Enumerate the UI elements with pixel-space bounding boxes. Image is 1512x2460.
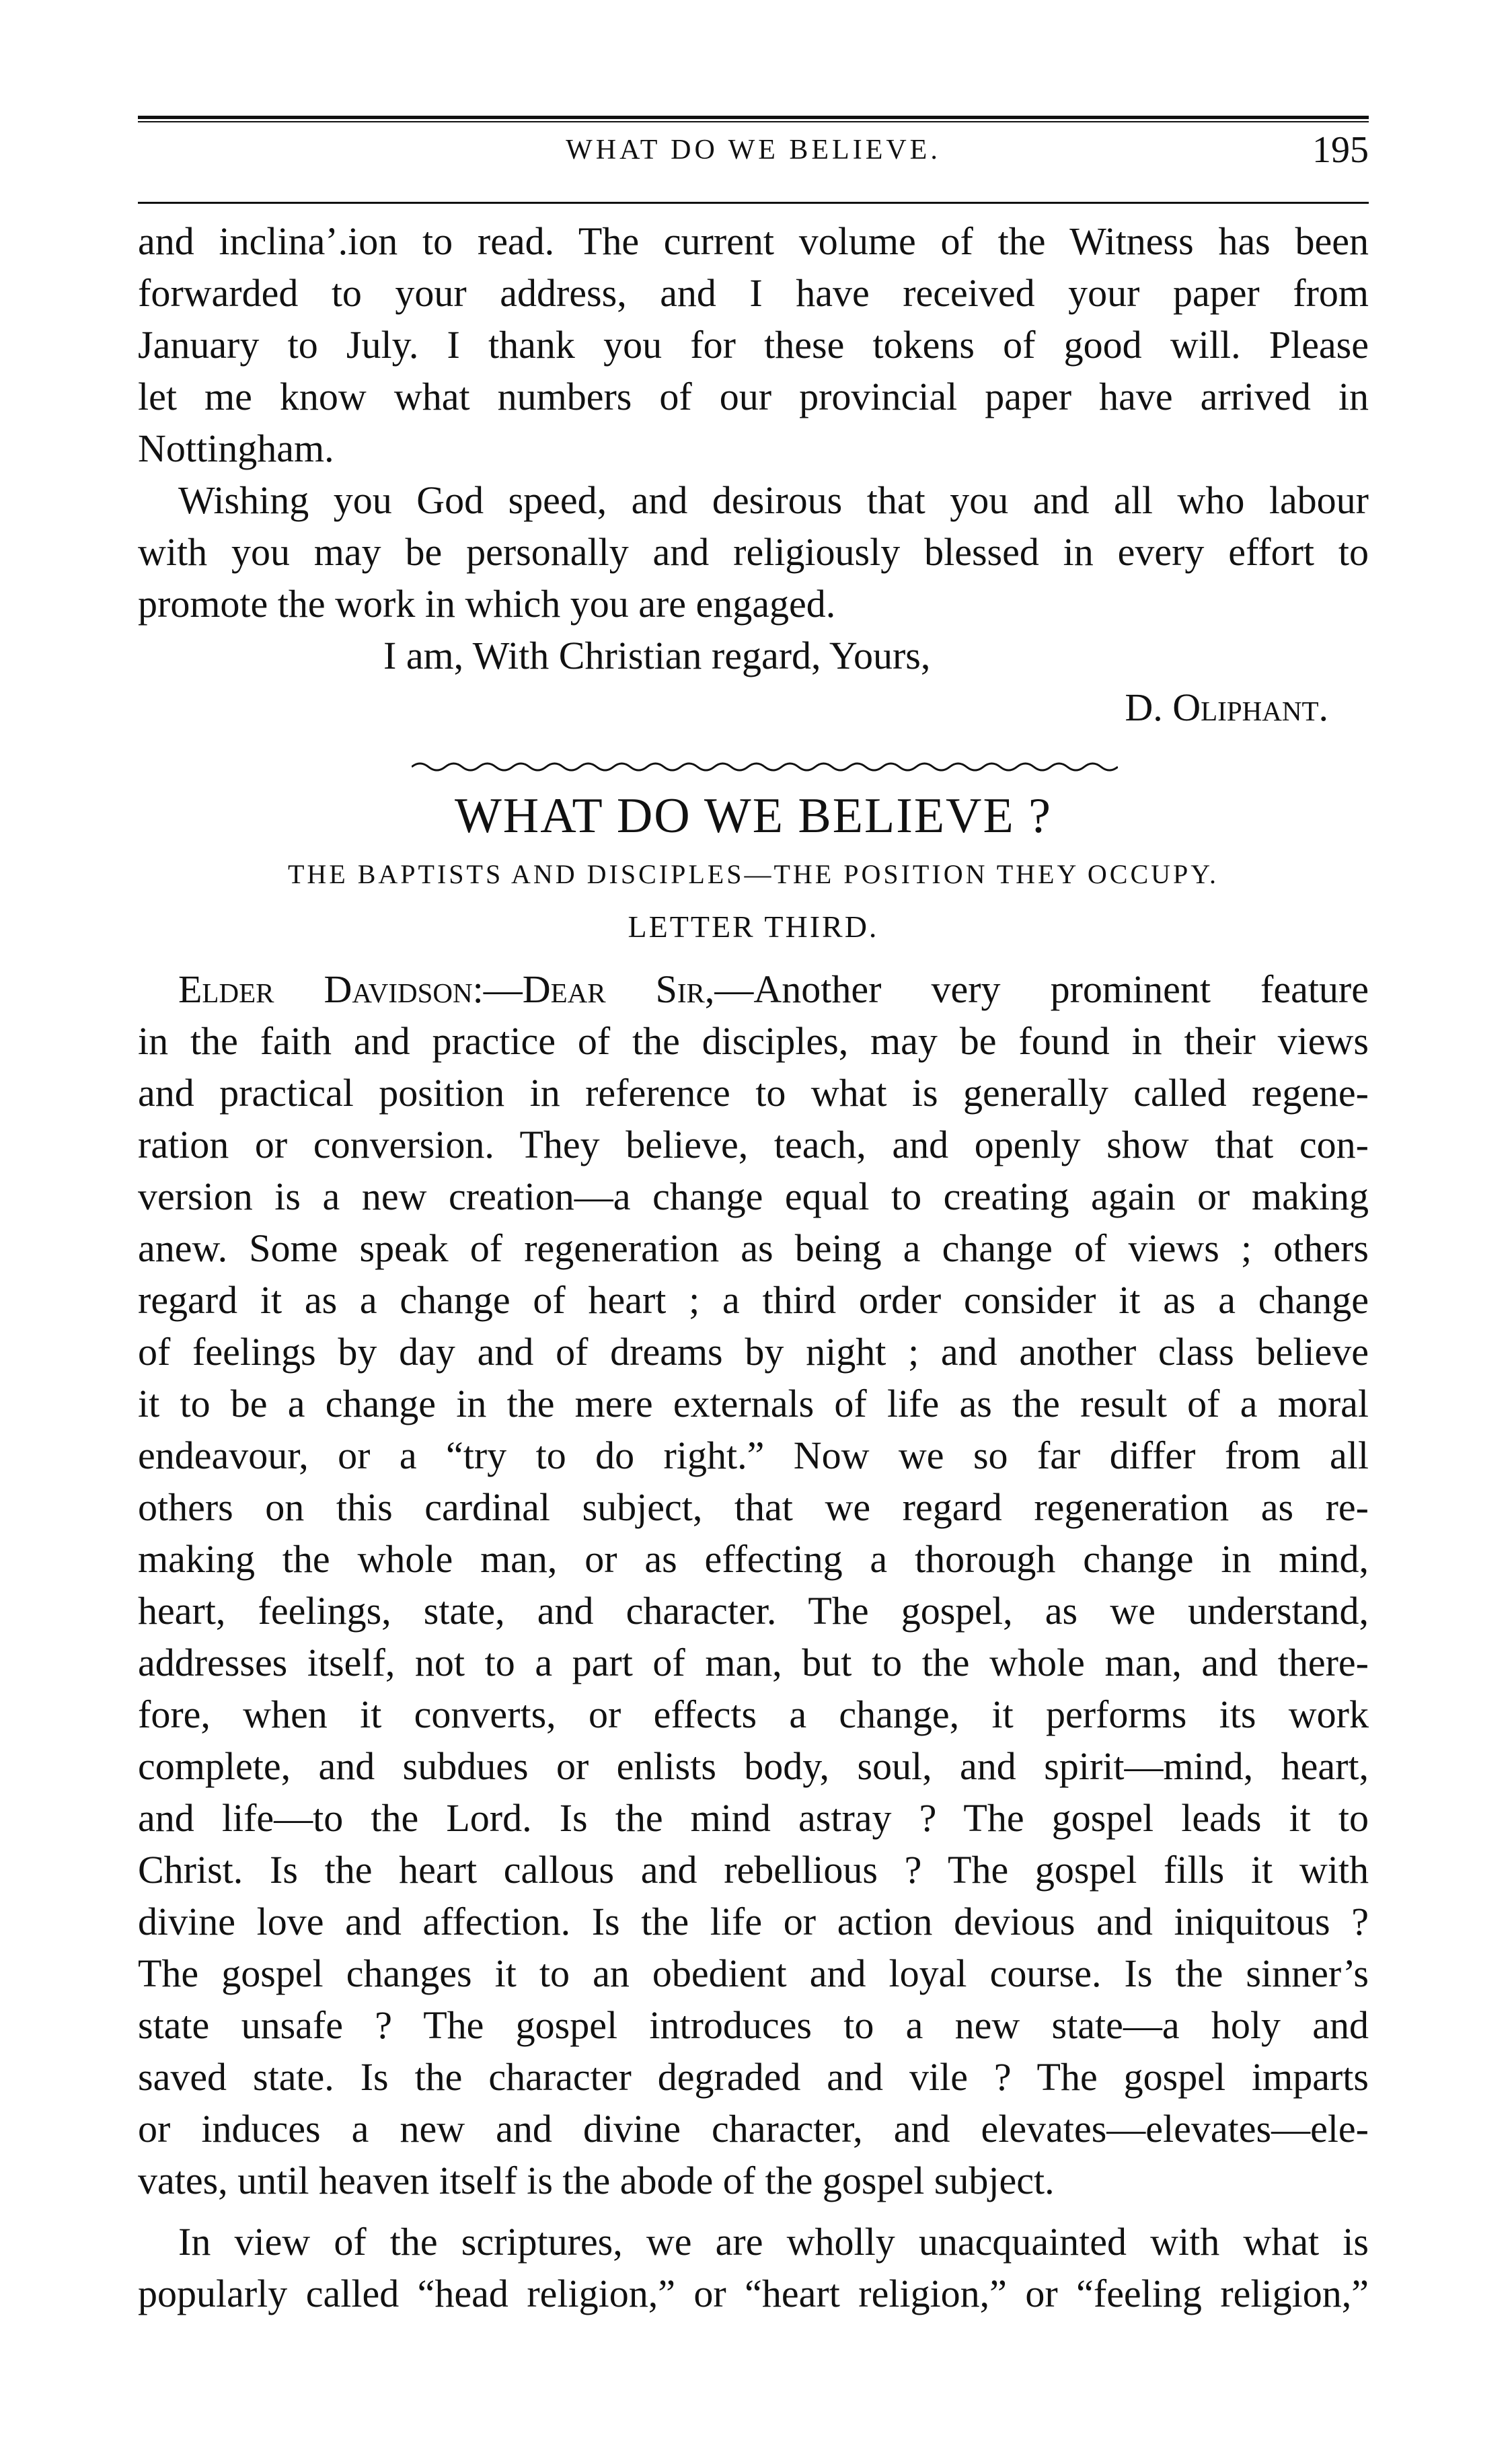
page-number: 195 <box>1312 129 1369 171</box>
text-line: fore, when it converts, or effects a change, it performs its work <box>138 1692 1369 1736</box>
text-run: Another very prominent feature <box>753 967 1369 1011</box>
text-line: January to July. I thank you for these tokens of good will. Please <box>138 323 1369 367</box>
text-line: with you may be personally and religiously blessed in every effort to <box>138 530 1369 574</box>
text-line: version is a new creation—a change equal to creating again or making <box>138 1175 1369 1218</box>
article-body <box>138 963 1369 2319</box>
text-line: endeavour, or a “try to do right.” Now we so far differ from all <box>138 1433 1369 1477</box>
text-line: in the faith and practice of the disciples, may be found in their views <box>138 1019 1369 1063</box>
text-line: of feelings by day and of dreams by night ; and another class believe <box>138 1330 1369 1374</box>
text-line: regard it as a change of heart ; a third order consider it as a change <box>138 1278 1369 1322</box>
text-line <box>138 963 1369 1015</box>
text-line: or induces a new and divine character, and elevates—elevates—ele- <box>138 2107 1369 2151</box>
text-line: forwarded to your address, and I have received your paper from <box>138 271 1369 315</box>
top-rule-thick <box>138 116 1369 119</box>
article-title: WHAT DO WE BELIEVE ? <box>454 788 1053 844</box>
greeting: Elder Davidson:—Dear Sir,— <box>178 967 754 1011</box>
text-line: saved state. Is the character degraded and vile ? The gospel imparts <box>138 2055 1369 2099</box>
text-line: divine love and affection. Is the life or action devious and iniquitous ? <box>138 1900 1369 1943</box>
signature: D. Oliphant. <box>1125 685 1328 729</box>
previous-letter-close <box>138 215 1369 733</box>
text-line: Wishing you God speed, and desirous that you and all who labour <box>178 478 1369 522</box>
text-line: and inclina’.ion to read. The current volume of the Witness has been <box>138 219 1369 263</box>
page-header <box>138 126 1369 174</box>
text-line: Christ. Is the heart callous and rebellious ? The gospel fills it with <box>138 1848 1369 1892</box>
letter-heading: LETTER THIRD. <box>628 909 879 944</box>
text-line: others on this cardinal subject, that we regard regeneration as re- <box>138 1485 1369 1529</box>
text-line: addresses itself, not to a part of man, but to the whole man, and there- <box>138 1641 1369 1684</box>
text-line: and life—to the Lord. Is the mind astray ? The gospel leads it to <box>138 1796 1369 1840</box>
text-line: ration or conversion. They believe, teach, and openly show that con- <box>138 1123 1369 1166</box>
text-line: and practical position in reference to what is generally called regene- <box>138 1071 1369 1115</box>
wavy-separator <box>412 759 1118 775</box>
text-line: it to be a change in the mere externals of life as the result of a moral <box>138 1382 1369 1425</box>
text-line: popularly called “head religion,” or “heart religion,” or “feeling religion,” <box>138 2272 1369 2315</box>
text-line: In view of the scriptures, we are wholly unacquainted with what is <box>178 2220 1369 2264</box>
text-line: promote the work in which you are engaged. <box>138 582 836 626</box>
text-line: Nottingham. <box>138 426 334 470</box>
closing-line: I am, With Christian regard, Yours, <box>383 634 931 677</box>
text-line: The gospel changes it to an obedient and loyal course. Is the sinner’s <box>138 1951 1369 1995</box>
text-line: anew. Some speak of regeneration as being a change of views ; others <box>138 1226 1369 1270</box>
text-line: vates, until heaven itself is the abode of the gospel subject. <box>138 2159 1055 2202</box>
text-line: complete, and subdues or enlists body, soul, and spirit—mind, heart, <box>138 1744 1369 1788</box>
header-underline <box>138 202 1369 204</box>
top-rule-thin <box>138 121 1369 122</box>
article-subtitle: THE BAPTISTS AND DISCIPLES—THE POSITION THEY OCCUPY. <box>287 859 1219 889</box>
text-line: heart, feelings, state, and character. The gospel, as we understand, <box>138 1589 1369 1633</box>
text-line: let me know what numbers of our provincial paper have arrived in <box>138 375 1369 418</box>
running-head: WHAT DO WE BELIEVE. <box>566 135 941 165</box>
text-line: state unsafe ? The gospel introduces to a new state—a holy and <box>138 2003 1369 2047</box>
text-line: making the whole man, or as effecting a thorough change in mind, <box>138 1537 1369 1581</box>
